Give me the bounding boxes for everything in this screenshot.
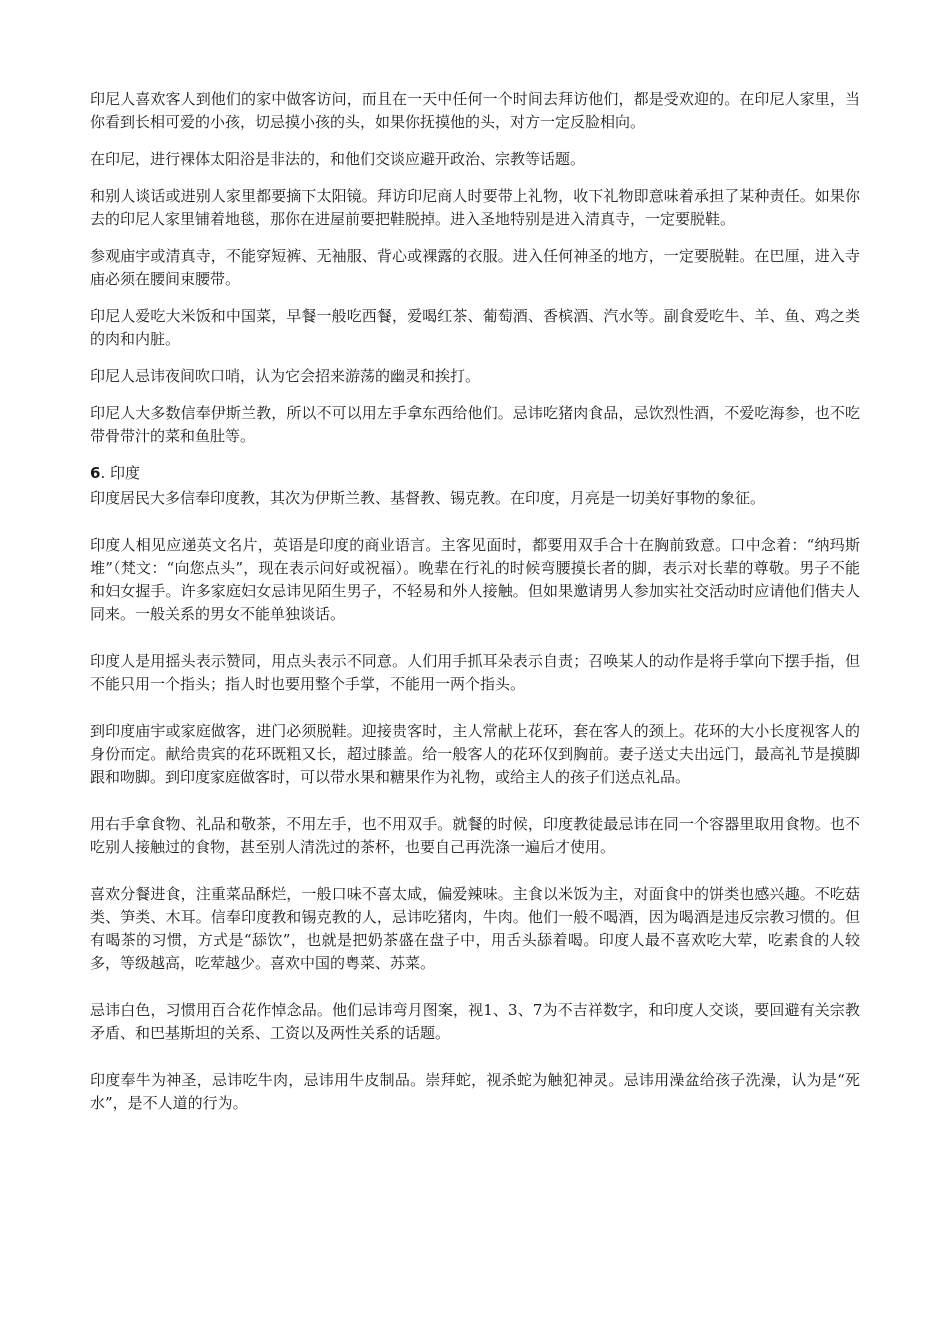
paragraph-india-gestures: 印度人是用摇头表示赞同，用点头表示不同意。人们用手抓耳朵表示自责；召唤某人的动作是将手掌向下摆手指，但不能只用一个指头；指人时也要用整个手掌，不能用一两个指头。	[90, 652, 860, 693]
paragraph-sunbathing: 在印尼，进行裸体太阳浴是非法的，和他们交谈应避开政治、宗教等话题。	[90, 150, 586, 168]
paragraph-india-visiting: 到印度庙宇或家庭做客，进门必须脱鞋。迎接贵客时，主人常献上花环，套在客人的颈上。花环的大小长度视客人的身份而定。献给贵宾的花环既粗又长，超过膝盖。给一般客人的花环仅到胸前。妻子送丈夫出远门，最高礼节是摸脚跟和吻脚。到印度家庭做客时，可以带水果和糖果作为礼物，或给主人的孩子们送点礼品。	[90, 722, 860, 786]
paragraph-india-cow: 印度奉牛为神圣，忌讳吃牛肉，忌讳用牛皮制品。崇拜蛇，视杀蛇为触犯神灵。忌讳用澡盆给孩子洗澡，认为是“死水”，是不人道的行为。	[90, 1071, 860, 1112]
paragraph-whistle: 印尼人忌讳夜间吹口哨，认为它会招来游荡的幽灵和挨打。	[90, 367, 481, 385]
paragraph-temple-dress: 参观庙宇或清真寺，不能穿短裤、无袖服、背心或裸露的衣服。进入任何神圣的地方，一定要脱鞋。在巴厘，进入寺庙必须在腰间束腰带。	[90, 247, 860, 288]
paragraph-india-diet: 喜欢分餐进食，注重菜品酥烂，一般口味不喜太咸，偏爱辣味。主食以米饭为主，对面食中的饼类也感兴趣。不吃菇类、笋类、木耳。信奉印度教和锡克教的人，忌讳吃猪肉，牛肉。他们一般不喝酒，因为喝酒是违反宗教习惯的。但有喝茶的习惯，方式是“舔饮”，也就是把奶茶盛在盘子中，用舌头舔着喝。印度人最不喜欢吃大荤，吃素食的人较多，等级越高，吃荤越少。喜欢中国的粤菜、苏菜。	[90, 885, 860, 972]
section-number: 6	[90, 464, 101, 482]
paragraph-visit-home: 印尼人喜欢客人到他们的家中做客访问，而且在一天中任何一个时间去拜访他们，都是受欢迎的。在印尼人家里，当你看到长相可爱的小孩，切忌摸小孩的头，如果你抚摸他的头，对方一定反脸相向。	[90, 90, 860, 131]
paragraph-sunglasses: 和别人谈话或进别人家里都要摘下太阳镜。拜访印尼商人时要带上礼物，收下礼物即意味着承担了某种责任。如果你去的印尼人家里铺着地毯，那你在进屋前要把鞋脱掉。进入圣地特别是进入清真寺，一定要脱鞋。	[90, 187, 860, 228]
paragraph-india-greeting: 印度人相见应递英文名片，英语是印度的商业语言。主客见面时，都要用双手合十在胸前致意。口中念着：“纳玛斯堆”（梵文：“向您点头”，现在表示问好或祝福）。晚辈在行礼的时候弯腰摸长者的脚，表示对长辈的尊敬。男子不能和妇女握手。许多家庭妇女忌讳见陌生男子，不轻易和外人接触。但如果邀请男人参加实社交活动时应请他们偕夫人同来。一般关系的男女不能单独谈话。	[90, 536, 860, 623]
paragraph-india-religion: 印度居民大多信奉印度教，其次为伊斯兰教、基督教、锡克教。在印度，月亮是一切美好事物的象征。	[90, 489, 766, 507]
paragraph-india-right-hand: 用右手拿食物、礼品和敬茶，不用左手，也不用双手。就餐的时候，印度教徒最忌讳在同一个容器里取用食物。也不吃别人接触过的食物，甚至别人清洗过的茶杯，也要自己再洗涤一遍后才使用。	[90, 815, 860, 856]
section-heading-india	[90, 462, 860, 485]
paragraph-food: 印尼人爱吃大米饭和中国菜，早餐一般吃西餐，爱喝红茶、葡萄酒、香槟酒、汽水等。副食爱吃牛、羊、鱼、鸡之类的肉和内脏。	[90, 307, 860, 348]
paragraph-religion: 印尼人大多数信奉伊斯兰教，所以不可以用左手拿东西给他们。忌讳吃猪肉食品，忌饮烈性酒，不爱吃海参，也不吃带骨带汁的菜和鱼肚等。	[90, 404, 860, 445]
section-title: 印度	[109, 464, 140, 482]
section-separator: .	[100, 464, 110, 482]
paragraph-india-taboos: 忌讳白色，习惯用百合花作悼念品。他们忌讳弯月图案，视1、3、7为不吉祥数字，和印度人交谈，要回避有关宗教矛盾、和巴基斯坦的关系、工资以及两性关系的话题。	[90, 1001, 860, 1042]
